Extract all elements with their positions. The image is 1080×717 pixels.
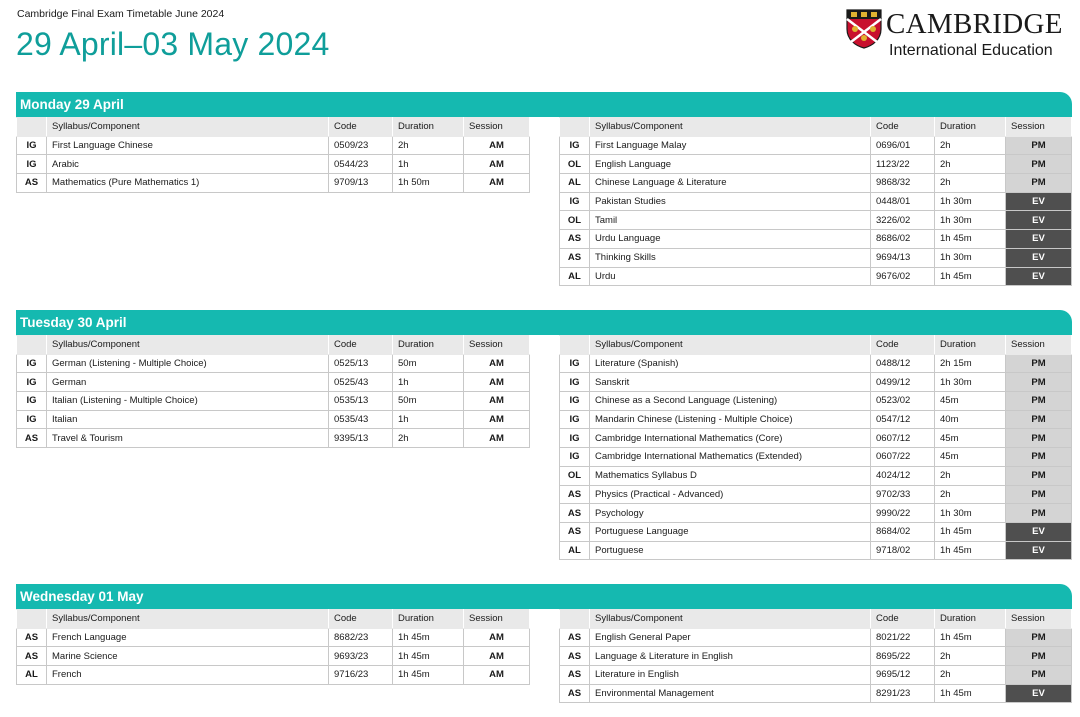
- duration-cell: 2h: [393, 136, 464, 155]
- code-cell: 0607/22: [871, 448, 935, 467]
- duration-cell: 1h 45m: [935, 628, 1006, 647]
- duration-cell: 1h 45m: [935, 541, 1006, 560]
- session-cell: AM: [464, 392, 530, 411]
- level-cell: AS: [17, 628, 47, 647]
- session-cell: AM: [464, 628, 530, 647]
- duration-cell: 1h 45m: [935, 522, 1006, 541]
- level-cell: AL: [560, 267, 590, 286]
- duration-cell: 1h 45m: [935, 267, 1006, 286]
- syllabus-cell: English Language: [590, 155, 871, 174]
- code-cell: 0547/12: [871, 410, 935, 429]
- level-cell: AS: [17, 174, 47, 193]
- duration-cell: 40m: [935, 410, 1006, 429]
- code-header: Code: [329, 336, 393, 355]
- level-cell: IG: [560, 136, 590, 155]
- syllabus-header: Syllabus/Component: [47, 336, 329, 355]
- code-cell: 0544/23: [329, 155, 393, 174]
- syllabus-header: Syllabus/Component: [590, 118, 871, 137]
- table-row: [560, 230, 1072, 249]
- table-row: [560, 504, 1072, 523]
- duration-cell: 1h 30m: [935, 504, 1006, 523]
- table-row: [560, 647, 1072, 666]
- level-cell: AS: [17, 429, 47, 448]
- syllabus-cell: Thinking Skills: [590, 248, 871, 267]
- syllabus-cell: French Language: [47, 628, 329, 647]
- syllabus-cell: Pakistan Studies: [590, 192, 871, 211]
- session-cell: AM: [464, 174, 530, 193]
- code-cell: 0535/43: [329, 410, 393, 429]
- code-cell: 8021/22: [871, 628, 935, 647]
- code-cell: 9693/23: [329, 647, 393, 666]
- session-cell: EV: [1006, 267, 1072, 286]
- syllabus-cell: First Language Chinese: [47, 136, 329, 155]
- session-cell: PM: [1006, 504, 1072, 523]
- level-cell: AS: [17, 647, 47, 666]
- day-header: Tuesday 30 April: [16, 310, 1072, 335]
- duration-cell: 2h: [935, 666, 1006, 685]
- page-title: 29 April–03 May 2024: [16, 26, 330, 62]
- syllabus-cell: Arabic: [47, 155, 329, 174]
- code-cell: 0525/13: [329, 354, 393, 373]
- table-row: [560, 628, 1072, 647]
- duration-cell: 2h: [935, 485, 1006, 504]
- header-row: [17, 610, 530, 629]
- syllabus-cell: Italian: [47, 410, 329, 429]
- session-cell: PM: [1006, 647, 1072, 666]
- code-cell: 4024/12: [871, 466, 935, 485]
- level-header: [17, 610, 47, 629]
- duration-cell: 1h: [393, 155, 464, 174]
- code-header: Code: [871, 118, 935, 137]
- duration-cell: 45m: [935, 448, 1006, 467]
- session-header: Session: [464, 610, 530, 629]
- code-cell: 9990/22: [871, 504, 935, 523]
- table-row: [17, 354, 530, 373]
- table-row: [560, 684, 1072, 703]
- session-cell: AM: [464, 666, 530, 685]
- code-cell: 9694/13: [871, 248, 935, 267]
- table-row: [17, 174, 530, 193]
- duration-cell: 1h 45m: [393, 647, 464, 666]
- level-cell: IG: [560, 410, 590, 429]
- duration-header: Duration: [935, 118, 1006, 137]
- code-cell: 9702/33: [871, 485, 935, 504]
- session-cell: AM: [464, 647, 530, 666]
- syllabus-cell: Language & Literature in English: [590, 647, 871, 666]
- code-cell: 8695/22: [871, 647, 935, 666]
- duration-header: Duration: [935, 610, 1006, 629]
- table-row: [17, 647, 530, 666]
- timetable-pm: [559, 335, 1072, 560]
- session-cell: PM: [1006, 410, 1072, 429]
- table-row: [560, 192, 1072, 211]
- level-cell: OL: [560, 466, 590, 485]
- table-row: [560, 155, 1072, 174]
- duration-cell: 1h: [393, 410, 464, 429]
- syllabus-cell: German: [47, 373, 329, 392]
- syllabus-cell: Tamil: [590, 211, 871, 230]
- level-cell: IG: [17, 136, 47, 155]
- level-cell: AS: [560, 628, 590, 647]
- session-header: Session: [1006, 118, 1072, 137]
- level-cell: IG: [560, 373, 590, 392]
- code-cell: 8686/02: [871, 230, 935, 249]
- code-cell: 9676/02: [871, 267, 935, 286]
- level-cell: AS: [560, 248, 590, 267]
- code-header: Code: [329, 610, 393, 629]
- level-cell: IG: [560, 354, 590, 373]
- day-header: Wednesday 01 May: [16, 584, 1072, 609]
- code-cell: 0523/02: [871, 392, 935, 411]
- level-cell: AS: [560, 230, 590, 249]
- level-cell: AS: [560, 485, 590, 504]
- session-header: Session: [464, 336, 530, 355]
- duration-cell: 1h: [393, 373, 464, 392]
- level-cell: IG: [17, 410, 47, 429]
- code-cell: 9709/13: [329, 174, 393, 193]
- duration-cell: 1h 50m: [393, 174, 464, 193]
- syllabus-cell: Marine Science: [47, 647, 329, 666]
- level-cell: IG: [17, 155, 47, 174]
- level-cell: AL: [560, 541, 590, 560]
- table-row: [560, 410, 1072, 429]
- code-header: Code: [329, 118, 393, 137]
- syllabus-cell: Portuguese Language: [590, 522, 871, 541]
- level-cell: IG: [560, 392, 590, 411]
- header-row: [17, 336, 530, 355]
- session-cell: EV: [1006, 192, 1072, 211]
- code-cell: 9395/13: [329, 429, 393, 448]
- syllabus-header: Syllabus/Component: [47, 118, 329, 137]
- session-cell: EV: [1006, 541, 1072, 560]
- duration-cell: 1h 45m: [935, 684, 1006, 703]
- logo-subtitle: International Education: [889, 42, 1053, 59]
- table-row: [17, 666, 530, 685]
- duration-cell: 2h: [935, 466, 1006, 485]
- code-header: Code: [871, 336, 935, 355]
- duration-header: Duration: [935, 336, 1006, 355]
- session-cell: AM: [464, 354, 530, 373]
- code-cell: 9695/12: [871, 666, 935, 685]
- timetable-am: [16, 609, 530, 685]
- level-header: [560, 118, 590, 137]
- table-row: [17, 628, 530, 647]
- syllabus-header: Syllabus/Component: [47, 610, 329, 629]
- session-cell: PM: [1006, 136, 1072, 155]
- shield-crest-icon: [846, 9, 882, 49]
- syllabus-cell: Mathematics (Pure Mathematics 1): [47, 174, 329, 193]
- session-cell: EV: [1006, 211, 1072, 230]
- syllabus-cell: Italian (Listening - Multiple Choice): [47, 392, 329, 411]
- pm-column: [559, 609, 1071, 703]
- code-cell: 0488/12: [871, 354, 935, 373]
- syllabus-cell: Cambridge International Mathematics (Extended): [590, 448, 871, 467]
- level-cell: IG: [17, 354, 47, 373]
- session-cell: AM: [464, 155, 530, 174]
- session-cell: EV: [1006, 684, 1072, 703]
- syllabus-cell: Travel & Tourism: [47, 429, 329, 448]
- header-row: [560, 610, 1072, 629]
- session-cell: AM: [464, 136, 530, 155]
- duration-cell: 1h 45m: [935, 230, 1006, 249]
- duration-cell: 1h 30m: [935, 373, 1006, 392]
- timetable-pm: [559, 117, 1072, 286]
- day-header: Monday 29 April: [16, 92, 1072, 117]
- level-header: [560, 610, 590, 629]
- level-cell: IG: [17, 373, 47, 392]
- timetable-am: [16, 117, 530, 193]
- syllabus-cell: Sanskrit: [590, 373, 871, 392]
- syllabus-cell: Literature in English: [590, 666, 871, 685]
- duration-cell: 1h 30m: [935, 192, 1006, 211]
- level-cell: AS: [560, 504, 590, 523]
- table-row: [560, 448, 1072, 467]
- duration-cell: 1h 45m: [393, 666, 464, 685]
- code-cell: 0499/12: [871, 373, 935, 392]
- duration-cell: 50m: [393, 392, 464, 411]
- session-cell: PM: [1006, 485, 1072, 504]
- session-cell: PM: [1006, 373, 1072, 392]
- table-row: [17, 136, 530, 155]
- table-row: [560, 211, 1072, 230]
- table-row: [560, 429, 1072, 448]
- level-cell: IG: [17, 392, 47, 411]
- day-section-monday: [16, 92, 1072, 282]
- syllabus-cell: Physics (Practical - Advanced): [590, 485, 871, 504]
- header-row: [17, 118, 530, 137]
- code-header: Code: [871, 610, 935, 629]
- syllabus-header: Syllabus/Component: [590, 610, 871, 629]
- level-cell: AS: [560, 684, 590, 703]
- code-cell: 9868/32: [871, 174, 935, 193]
- session-cell: PM: [1006, 174, 1072, 193]
- code-cell: 0607/12: [871, 429, 935, 448]
- table-row: [560, 248, 1072, 267]
- syllabus-cell: Cambridge International Mathematics (Core): [590, 429, 871, 448]
- session-cell: PM: [1006, 155, 1072, 174]
- level-cell: AS: [560, 522, 590, 541]
- table-row: [560, 466, 1072, 485]
- session-header: Session: [1006, 610, 1072, 629]
- level-cell: AL: [17, 666, 47, 685]
- header-row: [560, 336, 1072, 355]
- timetable-am: [16, 335, 530, 448]
- session-cell: PM: [1006, 392, 1072, 411]
- duration-header: Duration: [393, 118, 464, 137]
- cambridge-logo: [846, 8, 1074, 59]
- code-cell: 9716/23: [329, 666, 393, 685]
- duration-cell: 2h: [935, 174, 1006, 193]
- table-row: [17, 392, 530, 411]
- code-cell: 0696/01: [871, 136, 935, 155]
- session-cell: EV: [1006, 230, 1072, 249]
- code-cell: 9718/02: [871, 541, 935, 560]
- syllabus-cell: German (Listening - Multiple Choice): [47, 354, 329, 373]
- table-row: [560, 174, 1072, 193]
- table-row: [560, 666, 1072, 685]
- duration-cell: 1h 45m: [393, 628, 464, 647]
- logo-wordmark: CAMBRIDGE: [886, 8, 1063, 40]
- level-cell: IG: [560, 429, 590, 448]
- code-cell: 8684/02: [871, 522, 935, 541]
- am-column: [16, 117, 529, 193]
- session-cell: AM: [464, 410, 530, 429]
- syllabus-cell: French: [47, 666, 329, 685]
- am-column: [16, 335, 529, 448]
- level-header: [17, 118, 47, 137]
- duration-cell: 2h 15m: [935, 354, 1006, 373]
- code-cell: 0509/23: [329, 136, 393, 155]
- level-cell: OL: [560, 155, 590, 174]
- duration-header: Duration: [393, 336, 464, 355]
- duration-cell: 1h 30m: [935, 248, 1006, 267]
- table-row: [560, 541, 1072, 560]
- level-cell: IG: [560, 448, 590, 467]
- code-cell: 8682/23: [329, 628, 393, 647]
- duration-cell: 2h: [935, 155, 1006, 174]
- syllabus-cell: Chinese Language & Literature: [590, 174, 871, 193]
- session-cell: EV: [1006, 522, 1072, 541]
- session-cell: PM: [1006, 354, 1072, 373]
- duration-cell: 2h: [935, 647, 1006, 666]
- syllabus-cell: Portuguese: [590, 541, 871, 560]
- table-row: [560, 392, 1072, 411]
- table-row: [17, 155, 530, 174]
- syllabus-cell: Literature (Spanish): [590, 354, 871, 373]
- table-row: [17, 410, 530, 429]
- level-cell: IG: [560, 192, 590, 211]
- duration-cell: 50m: [393, 354, 464, 373]
- duration-header: Duration: [393, 610, 464, 629]
- syllabus-cell: First Language Malay: [590, 136, 871, 155]
- syllabus-cell: Psychology: [590, 504, 871, 523]
- code-cell: 0448/01: [871, 192, 935, 211]
- pm-column: [559, 335, 1071, 560]
- table-row: [17, 373, 530, 392]
- session-cell: AM: [464, 429, 530, 448]
- syllabus-header: Syllabus/Component: [590, 336, 871, 355]
- syllabus-cell: Urdu Language: [590, 230, 871, 249]
- timetable-pm: [559, 609, 1072, 703]
- session-header: Session: [464, 118, 530, 137]
- day-section-tuesday: [16, 310, 1072, 556]
- level-header: [560, 336, 590, 355]
- table-row: [560, 136, 1072, 155]
- table-row: [560, 522, 1072, 541]
- level-header: [17, 336, 47, 355]
- session-cell: EV: [1006, 248, 1072, 267]
- am-column: [16, 609, 529, 685]
- session-cell: PM: [1006, 429, 1072, 448]
- syllabus-cell: Environmental Management: [590, 684, 871, 703]
- table-row: [560, 354, 1072, 373]
- level-cell: AS: [560, 666, 590, 685]
- duration-cell: 1h 30m: [935, 211, 1006, 230]
- table-row: [17, 429, 530, 448]
- table-row: [560, 373, 1072, 392]
- session-cell: AM: [464, 373, 530, 392]
- code-cell: 8291/23: [871, 684, 935, 703]
- table-row: [560, 267, 1072, 286]
- level-cell: AL: [560, 174, 590, 193]
- code-cell: 0525/43: [329, 373, 393, 392]
- syllabus-cell: Chinese as a Second Language (Listening): [590, 392, 871, 411]
- session-cell: PM: [1006, 628, 1072, 647]
- day-section-wednesday: [16, 584, 1072, 700]
- duration-cell: 45m: [935, 429, 1006, 448]
- syllabus-cell: Mandarin Chinese (Listening - Multiple Choice): [590, 410, 871, 429]
- table-row: [560, 485, 1072, 504]
- level-cell: AS: [560, 647, 590, 666]
- code-cell: 1123/22: [871, 155, 935, 174]
- duration-cell: 2h: [935, 136, 1006, 155]
- pm-column: [559, 117, 1071, 286]
- document-label: Cambridge Final Exam Timetable June 2024: [17, 8, 225, 20]
- syllabus-cell: English General Paper: [590, 628, 871, 647]
- duration-cell: 45m: [935, 392, 1006, 411]
- code-cell: 0535/13: [329, 392, 393, 411]
- session-cell: PM: [1006, 448, 1072, 467]
- code-cell: 3226/02: [871, 211, 935, 230]
- session-cell: PM: [1006, 666, 1072, 685]
- header-row: [560, 118, 1072, 137]
- session-cell: PM: [1006, 466, 1072, 485]
- syllabus-cell: Mathematics Syllabus D: [590, 466, 871, 485]
- syllabus-cell: Urdu: [590, 267, 871, 286]
- level-cell: OL: [560, 211, 590, 230]
- duration-cell: 2h: [393, 429, 464, 448]
- session-header: Session: [1006, 336, 1072, 355]
